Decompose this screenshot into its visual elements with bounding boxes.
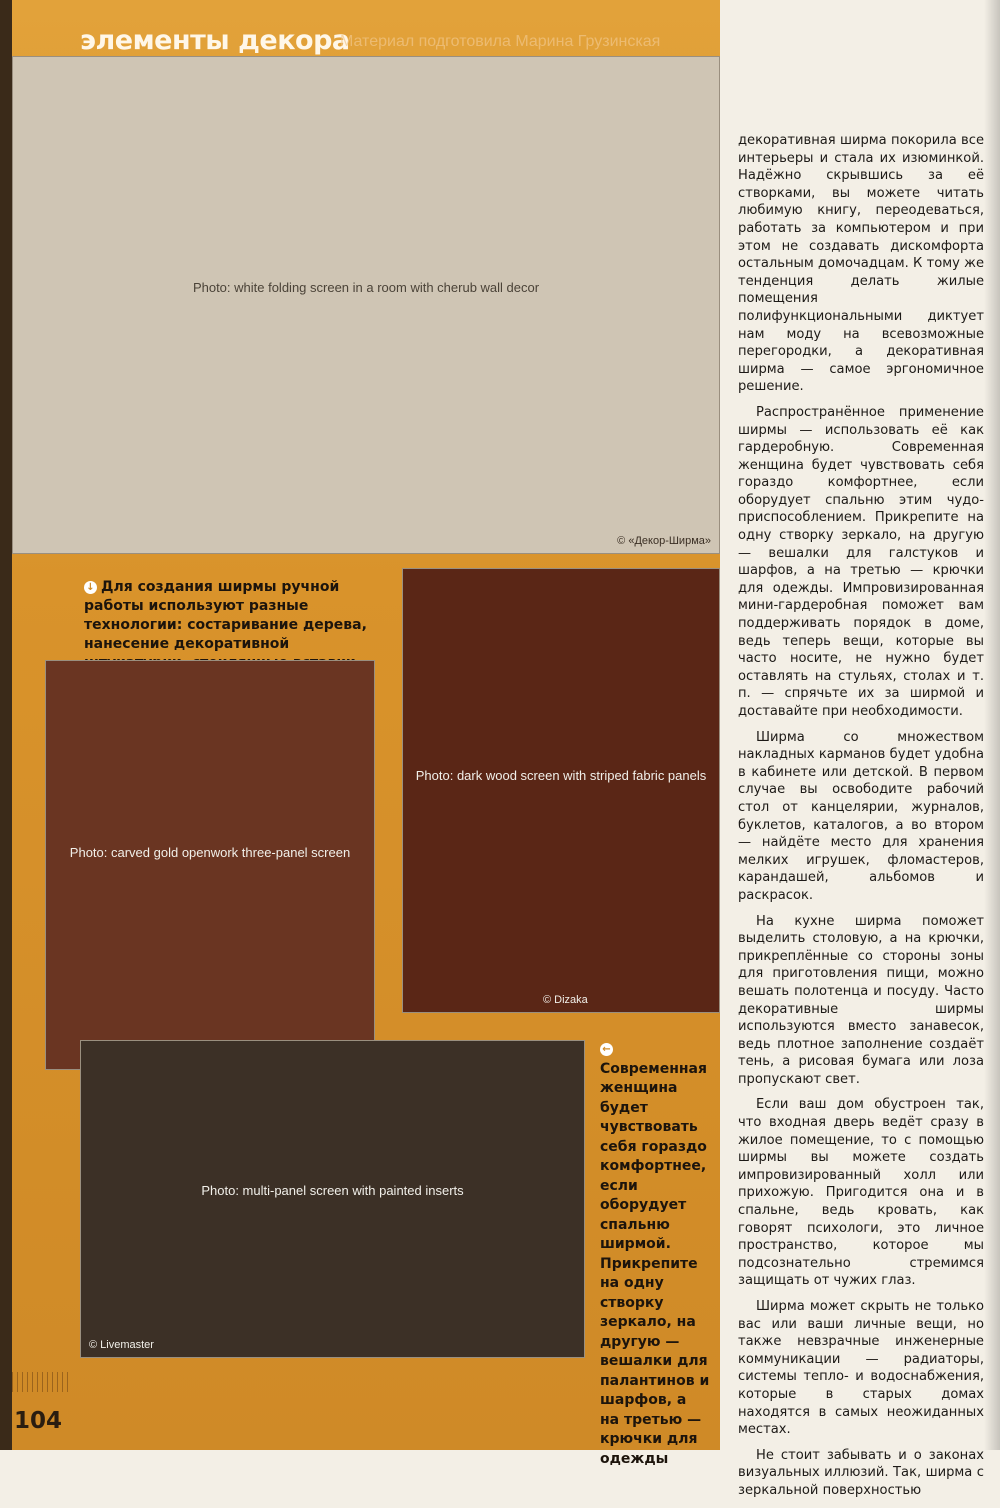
page-spine-edge [0,0,12,1450]
paragraph: На кухне ширма поможет выделить столовую, а на крючки, прикреплённые со стороны зоны для приготовления пищи, можно вешать полотенца и посуду. Часто декоративные ширмы используются вместо занавесок, ведь плотное заполнение создаёт тень, а рисовая бумага или лоза пропускают свет. [738,913,984,1087]
section-title: элементы декора [80,25,350,56]
photo-credit-livemaster: © Livemaster [89,1339,154,1351]
page-curl-shadow [984,0,1000,1450]
paragraph: Ширма может скрыть не только вас или ваши личные вещи, но также невзрачные инженерные коммуникации — радиаторы, системы тепло- и водоснабжения, которые в старых домах находятся в самых неожиданных местах. [738,1299,984,1438]
arrow-down-icon: ↓ [84,581,97,594]
section-subtitle: Материал подготовила Марина Грузинская [340,33,661,50]
caption-handmade-text: Для создания ширмы ручной работы используют разные технологии: состаривание дерева, нанесение декоративной [84,579,367,652]
paragraph: Если ваш дом обустроен так, что входная дверь ведёт сразу в жилое помещение, то с помощью ширмы вы можете создать импровизированный холл или прихожую. Пригодится она и в спальне, ведь кровать, как говорят психологи, это личное пространство, которое мы подсознательно стремимся защищать от чужих глаз. [738,1097,984,1289]
caption-bedroom [600,1040,710,1469]
arrow-left-icon: ← [600,1043,613,1056]
page-number: 104 [14,1408,63,1434]
caption-bedroom-text: Современная женщина будет чувствовать себя гораздо комфортнее, если оборудует спальню ширмой. Прикрепите на одну створку зеркало, на другую — вешалки для палантинов и шарфов, а на третью — крючки для одежды [600,1060,710,1467]
photo-credit-dizaka: © Dizaka [543,994,588,1006]
photo-marmolata-label: Photo: carved gold openwork three-panel screen [69,844,351,860]
photo-marmolata-screen [45,660,375,1070]
photo-livemaster-label: Photo: multi-panel screen with painted inserts [201,1183,464,1199]
paragraph: декоративная ширма покорила все интерьеры и стала их изюминкой. Надёжно скрывшись за её створками, вы можете читать любимую книгу, переодеваться, работать за компьютером и при этом не создавать дискомфорта остальным домочадцам. К тому же тенденция делать жилые помещения полифункциональными диктует нам моду на всевозможные перегородки, а декоративная ширма — самое эргономичное решение. [738,133,984,395]
paragraph: Не стоит забывать и о законах визуальных иллюзий. Так, ширма с зеркальной поверхностью [738,1447,984,1498]
paragraph: Ширма со множеством накладных карманов будет удобна в кабинете или детской. В первом случае вы освободите рабочий стол от канцелярии, журналов, буклетов, каталогов, а во втором — найдёте место для хранения мелких игрушек, фломастеров, карандашей, альбомов и раскрасок. [738,729,984,903]
ruler-decoration [12,1372,72,1392]
photo-dizaka-screen [402,568,720,1013]
photo-top-label: Photo: white folding screen in a room with cherub wall decor [192,280,540,296]
photo-top-room [12,56,720,554]
photo-credit-dekor: © «Декор-Ширма» [617,535,711,547]
paragraph: Распространённое применение ширмы — использовать её как гардеробную. Современная женщина будет чувствовать себя гораздо комфортнее, если оборудует спальню этим чудо-приспособлением. Прикрепите на одну створку зеркало, на другую — вешалки для галстуков и шарфов, а на третью — крючки для одежды. Импровизированная мини-гардеробная поможет вам поддерживать порядок в доме, ведь теперь вещи, которые вы часто носите, не нужно будет оставлять на стульях, столах и т. п. — спрячьте их за ширмой и доставайте при необходимости. [738,404,984,719]
article-body [738,132,984,1508]
photo-dizaka-label: Photo: dark wood screen with striped fabric panels [415,768,707,784]
photo-livemaster-screen [80,1040,585,1358]
